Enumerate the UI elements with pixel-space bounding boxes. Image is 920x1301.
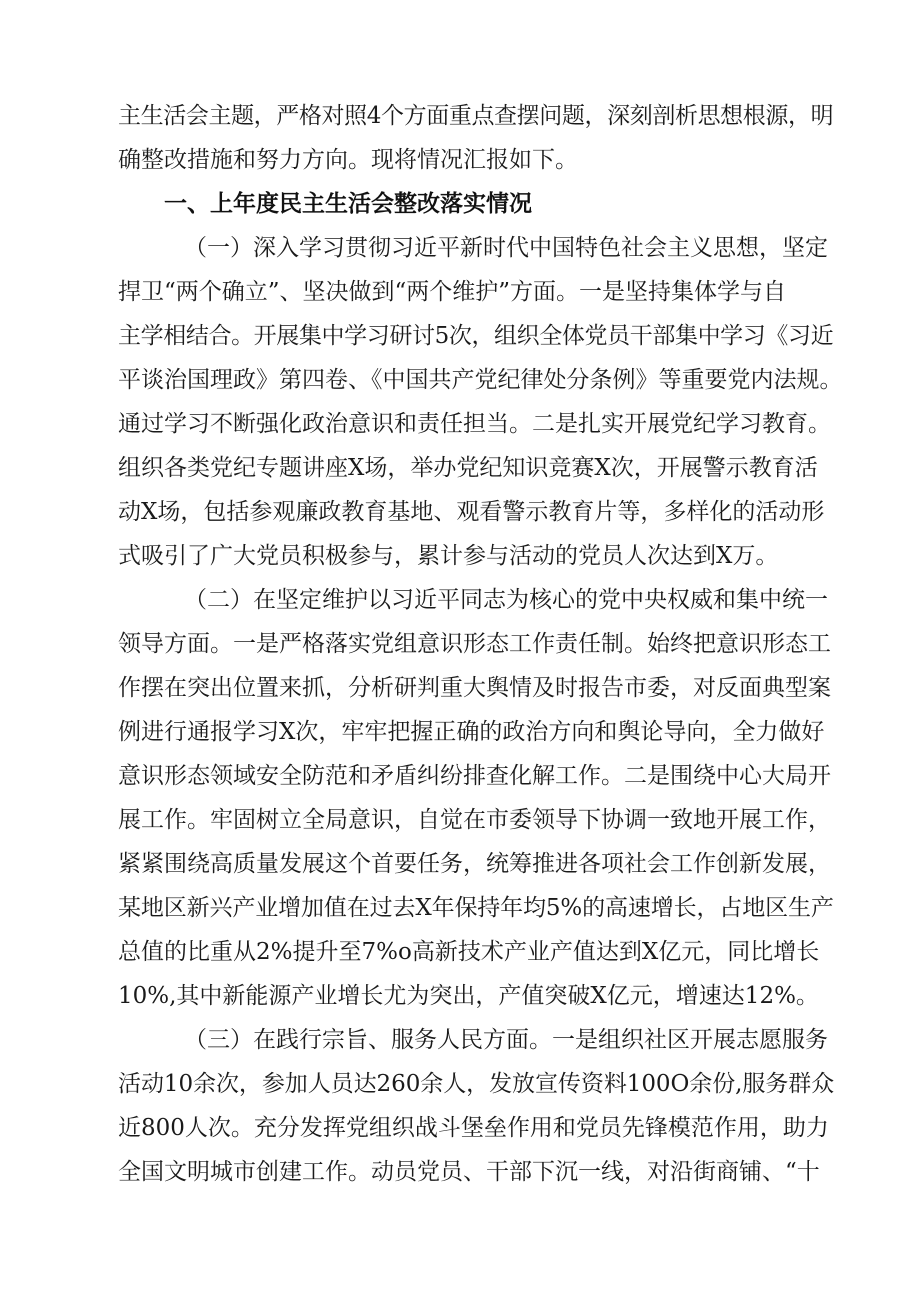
body-text-line: 主学相结合。开展集中学习研讨5次，组织全体党员干部集中学习《习近 (118, 323, 834, 349)
body-text-line: 式吸引了广大党员积极参与，累计参与活动的党员人次达到X万。 (118, 543, 779, 569)
section-heading: 一、上年度民主生活会整改落实情况 (164, 191, 532, 217)
body-text-line: 平谈治国理政》第四卷、《中国共产党纪律处分条例》等重要党内法规。 (118, 367, 843, 393)
body-text-line: 10%,其中新能源产业增长尤为突出，产值突破X亿元，增速达12%。 (118, 983, 819, 1009)
body-text-line: 意识形态领域安全防范和矛盾纠纷排查化解工作。二是围绕中心大局开 (118, 763, 831, 789)
body-text-line: 作摆在突出位置来抓，分析研判重大舆情及时报告市委，对反面典型案 (118, 675, 831, 701)
body-text-line: 组织各类党纪专题讲座X场，举办党纪知识竞赛X次，开展警示教育活 (118, 455, 818, 481)
body-text-line: 某地区新兴产业增加值在过去X年保持年均5%的高速增长，占地区生产 (118, 895, 834, 921)
body-text-line: 通过学习不断强化政治意识和责任担当。二是扎实开展党纪学习教育。 (118, 411, 831, 437)
body-text-line: （三）在践行宗旨、服务人民方面。一是组织社区开展志愿服务 (184, 1027, 828, 1053)
body-text-line: 动X场，包括参观廉政教育基地、观看警示教育片等，多样化的活动形 (118, 499, 825, 525)
body-text-line: （二）在坚定维护以习近平同志为核心的党中央权威和集中统一 (184, 587, 828, 613)
body-text-line: 活动10余次，参加人员达260余人，发放宣传资料100O余份,服务群众 (118, 1071, 835, 1097)
body-text-line: 捍卫“两个确立”、坚决做到“两个维护”方面。一是坚持集体学与自 (118, 279, 787, 305)
body-text-line: （一）深入学习贯彻习近平新时代中国特色社会主义思想，坚定 (184, 235, 828, 261)
body-text-line: 领导方面。一是严格落实党组意识形态工作责任制。始终把意识形态工 (118, 631, 831, 657)
body-text-line: 确整改措施和努力方向。现将情况汇报如下。 (118, 147, 578, 173)
body-text-line: 紧紧围绕高质量发展这个首要任务，统筹推进各项社会工作创新发展， (118, 851, 831, 877)
body-text-line: 总值的比重从2%提升至7%o高新技术产业产值达到X亿元，同比增长 (118, 939, 820, 965)
body-text-line: 例进行通报学习X次，牢牢把握正确的政治方向和舆论导向，全力做好 (118, 719, 825, 745)
body-text-line: 展工作。牢固树立全局意识，自觉在市委领导下协调一致地开展工作， (118, 807, 831, 833)
body-text-line: 主生活会主题，严格对照4个方面重点查摆问题，深刻剖析思想根源，明 (118, 103, 834, 129)
body-text-line: 全国文明城市创建工作。动员党员、干部下沉一线，对沿街商铺、“十 (118, 1159, 820, 1185)
body-text-line: 近800人次。充分发挥党组织战斗堡垒作用和党员先锋模范作用，助力 (118, 1115, 829, 1141)
